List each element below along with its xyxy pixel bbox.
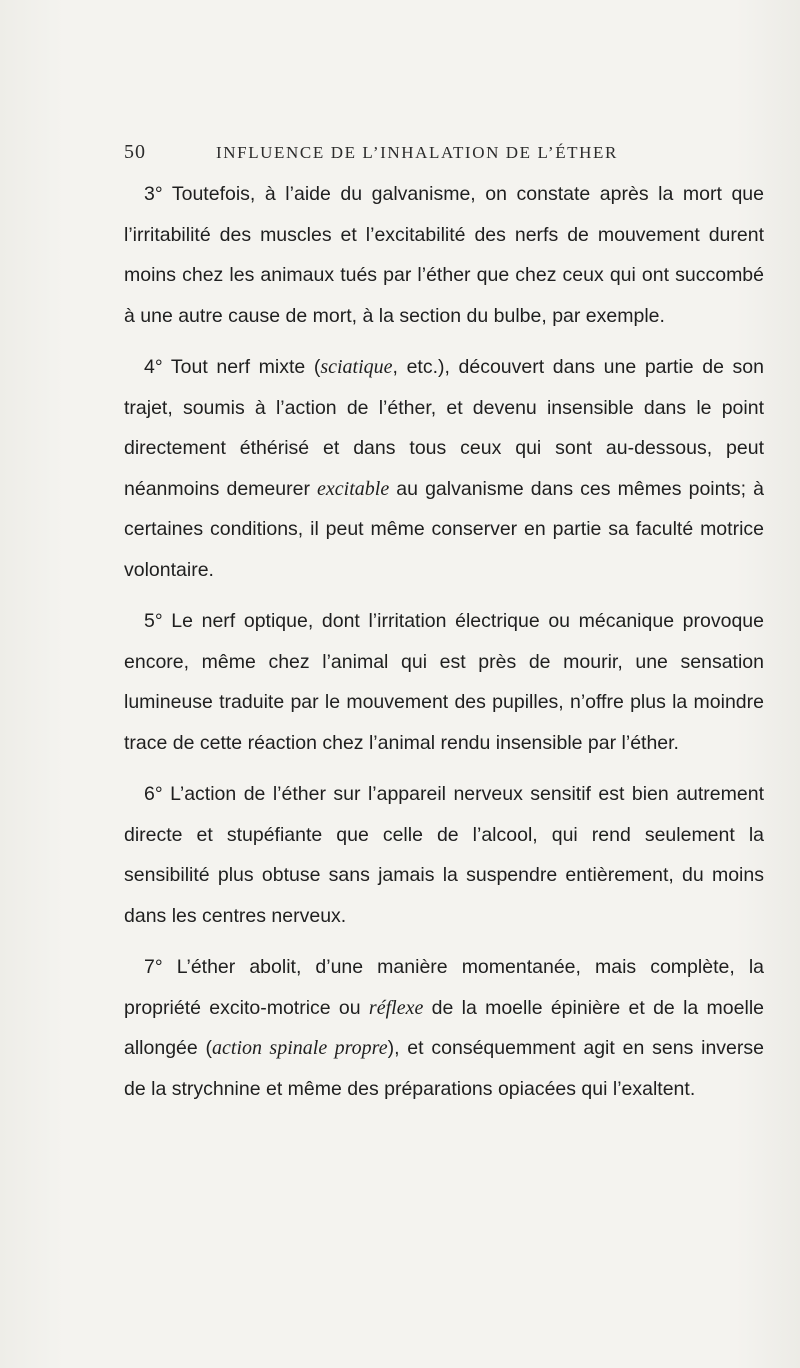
paragraph-text: L’éther abolit, d’une manière momentanée, mais complète, la propriété excito-motrice ou (124, 956, 764, 1019)
paragraph-6 (124, 774, 764, 936)
paragraph-text: au galvanisme dans ces mêmes points; à certaines conditions, il peut même conserver en partie sa faculté motrice volontaire. (124, 477, 764, 581)
paragraph-text: Le nerf optique, dont l’irritation électrique ou mécanique provoque encore, même chez l’animal qui est près de mourir, une sensation lumineuse traduite par le mouvement des pupilles, n’offre plus la moindre trace de cette réaction chez l’animal rendu insensible par l’éther. (124, 610, 764, 754)
paragraph-3 (124, 174, 764, 336)
paragraph-number: 5° (144, 610, 163, 632)
italic-term-action-spinale: action spinale propre (212, 1037, 388, 1059)
paragraph-4 (124, 347, 764, 590)
paragraph-text: ), et conséquemment agit en sens inverse de la strychnine et même des préparations opiacées qui l’exaltent. (124, 1037, 764, 1100)
paragraph-text: L’action de l’éther sur l’appareil nerveux sensitif est bien autrement directe et stupéfiante que celle de l’alcool, qui rend seulement la sensibilité plus obtuse sans jamais la suspendre entièrement, du moins dans les centres nerveux. (124, 783, 764, 927)
paragraph-7 (124, 947, 764, 1109)
paragraph-text: , etc.), découvert dans une partie de son trajet, soumis à l’action de l’éther, et devenu insensible dans le point directement éthérisé et dans tous ceux qui sont au-dessous, peut néanmoins demeurer (124, 356, 764, 500)
paragraph-text: de la moelle épinière et de la moelle allongée ( (124, 996, 764, 1059)
paragraph-number: 3° (144, 183, 163, 205)
page-header (124, 141, 774, 169)
italic-term-sciatique: sciatique (320, 356, 393, 378)
paragraph-text: Toutefois, à l’aide du galvanisme, on constate après la mort que l’irritabilité des muscles et l’excitabilité des nerfs de mouvement durent moins chez les animaux tués par l’éther que chez ceux qui ont succombé à une autre cause de mort, à la section du bulbe, par exemple. (124, 183, 764, 327)
italic-term-reflexe: réflexe (368, 996, 424, 1019)
italic-term-excitable: excitable (317, 477, 390, 500)
paragraph-5 (124, 601, 764, 763)
page-number: 50 (124, 141, 146, 163)
running-title: INFLUENCE DE L’INHALATION DE L’ÉTHER (216, 143, 618, 162)
paragraph-number: 7° (144, 956, 163, 978)
paragraph-text: Tout nerf mixte ( (162, 356, 321, 378)
paragraph-number: 4° (144, 356, 163, 378)
paragraph-number: 6° (144, 783, 163, 805)
body-text (124, 174, 764, 1109)
